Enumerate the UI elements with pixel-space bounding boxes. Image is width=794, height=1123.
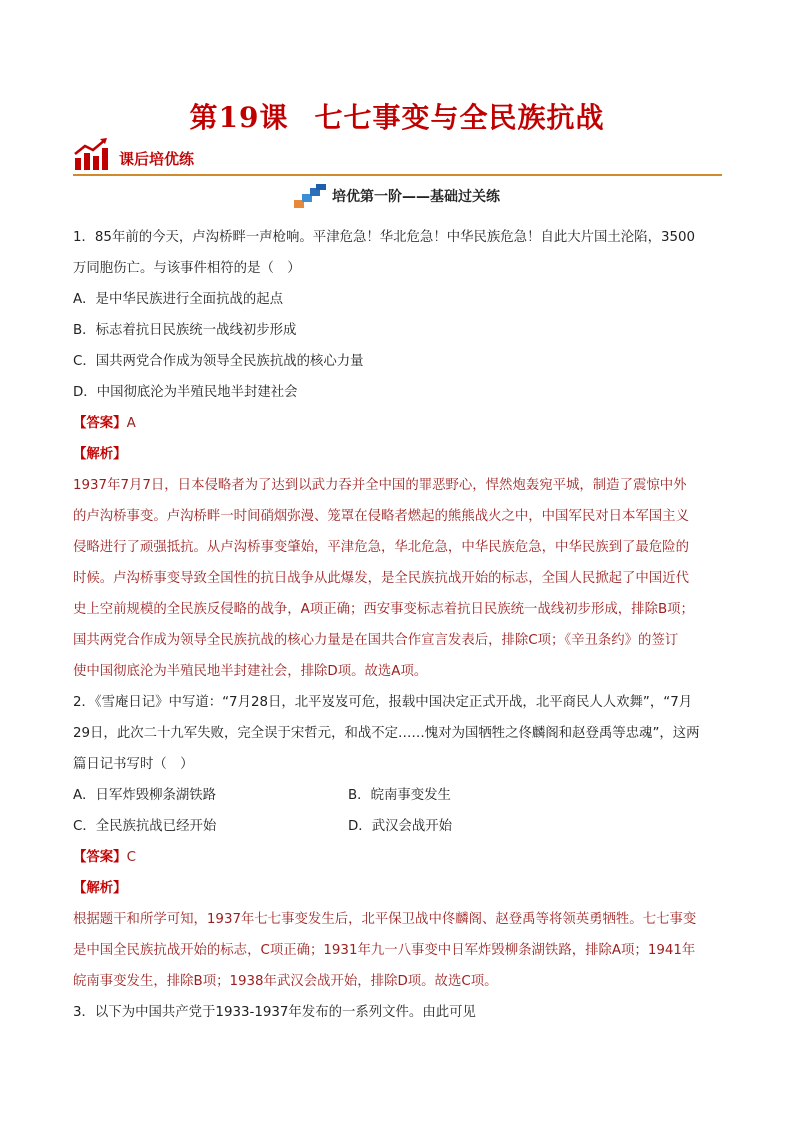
option-d: D．武汉会战开始 bbox=[348, 819, 453, 834]
option-b: B．标志着抗日民族统一战线初步形成 bbox=[73, 323, 297, 338]
question-stem-line: 1．85年前的今天，卢沟桥畔一声枪响。平津危急！华北危急！中华民族危急！自此大片国土沦陷，3500 bbox=[73, 230, 696, 245]
analysis-line: 是中国全民族抗战开始的标志，C项正确；1931年九一八事变中日军炸毁柳条湖铁路，排除A项；1941年 bbox=[73, 943, 696, 958]
question-stem-line: 29日，此次二十九军失败，完全误于宋哲元，和战不定……愧对为国牺牲之佟麟阁和赵登禹等忠魂”，这两 bbox=[73, 726, 700, 741]
answer-value: C bbox=[126, 850, 136, 865]
option-d: D．中国彻底沦为半殖民地半封建社会 bbox=[73, 385, 298, 400]
question-list bbox=[73, 222, 722, 1028]
lesson-title bbox=[0, 96, 794, 136]
analysis-line: 国共两党合作成为领导全民族抗战的核心力量是在国共合作宣言发表后，排除C项；《辛丑条约》的签订 bbox=[73, 633, 679, 648]
option-row bbox=[73, 780, 722, 811]
answer-value: A bbox=[126, 416, 136, 431]
question-stem-line: 篇日记书写时（ ） bbox=[73, 757, 194, 772]
analysis-line: 的卢沟桥事变。卢沟桥畔一时间硝烟弥漫、笼罩在侵略者燃起的熊熊战火之中，中国军民对日本军国主义 bbox=[73, 509, 689, 524]
question-stem-line: 2．《雪庵日记》中写道：“7月28日，北平岌岌可危，报载中国决定正式开战，北平商民人人欢舞”，“7月 bbox=[73, 695, 693, 710]
level-title: 培优第一阶——基础过关练 bbox=[332, 189, 500, 205]
analysis-line: 史上空前规模的全民族反侵略的战争，A项正确；西安事变标志着抗日民族统一战线初步形成，排除B项； bbox=[73, 602, 694, 617]
option-a: A．日军炸毁柳条湖铁路 bbox=[73, 788, 217, 803]
rising-chart-icon bbox=[73, 138, 109, 172]
question-3 bbox=[73, 997, 722, 1028]
option-c: C．全民族抗战已经开始 bbox=[73, 819, 217, 834]
analysis-line: 根据题干和所学可知，1937年七七事变发生后，北平保卫战中佟麟阁、赵登禹等将领英勇牺牲。七七事变 bbox=[73, 912, 697, 927]
analysis-line: 时候。卢沟桥事变导致全国性的抗日战争从此爆发，是全民族抗战开始的标志，全国人民掀起了中国近代 bbox=[73, 571, 689, 586]
analysis-line: 皖南事变发生，排除B项；1938年武汉会战开始，排除D项。故选C项。 bbox=[73, 974, 498, 989]
lesson-number: 第19课 bbox=[189, 101, 289, 134]
answer-line bbox=[73, 408, 722, 439]
analysis-heading bbox=[73, 439, 722, 470]
answer-label: 【答案】 bbox=[73, 416, 127, 431]
section-header bbox=[73, 138, 722, 174]
analysis-label: 【解析】 bbox=[73, 447, 127, 462]
answer-line bbox=[73, 842, 722, 873]
analysis-line: 使中国彻底沦为半殖民地半封建社会，排除D项。故选A项。 bbox=[73, 664, 428, 679]
option-c: C．国共两党合作成为领导全民族抗战的核心力量 bbox=[73, 354, 364, 369]
question-1 bbox=[73, 222, 722, 687]
question-stem-line: 万同胞伤亡。与该事件相符的是（ ） bbox=[73, 261, 301, 276]
section-divider bbox=[73, 174, 722, 176]
answer-label: 【答案】 bbox=[73, 850, 127, 865]
option-a: A．是中华民族进行全面抗战的起点 bbox=[73, 292, 284, 307]
analysis-heading bbox=[73, 873, 722, 904]
analysis-line: 1937年7月7日，日本侵略者为了达到以武力吞并全中国的罪恶野心，悍然炮轰宛平城，制造了震惊中外 bbox=[73, 478, 687, 493]
section-label: 课后培优练 bbox=[119, 150, 195, 168]
lesson-name: 七七事变与全民族抗战 bbox=[314, 101, 605, 134]
question-stem-line: 3．以下为中国共产党于1933-1937年发布的一系列文件。由此可见 bbox=[73, 1005, 476, 1020]
stairs-icon bbox=[294, 184, 326, 208]
question-2 bbox=[73, 687, 722, 997]
option-row bbox=[73, 811, 722, 842]
level-heading bbox=[0, 184, 794, 208]
analysis-line: 侵略进行了顽强抵抗。从卢沟桥事变肇始，平津危急，华北危急，中华民族危急，中华民族到了最危险的 bbox=[73, 540, 689, 555]
option-b: B．皖南事变发生 bbox=[348, 788, 451, 803]
analysis-label: 【解析】 bbox=[73, 881, 127, 896]
